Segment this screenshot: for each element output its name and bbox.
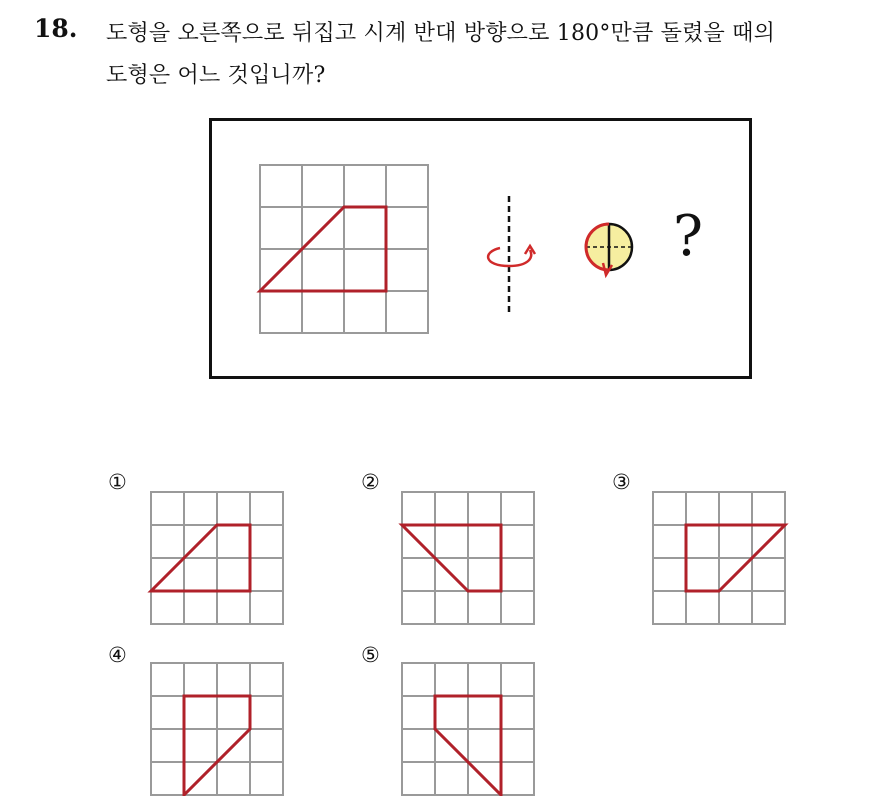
question-number: 18. (34, 14, 78, 43)
question-text-line-1: 도형을 오른쪽으로 뒤집고 시계 반대 방향으로 180°만큼 돌렸을 때의 (106, 21, 776, 46)
option-1-grid[interactable] (150, 491, 284, 625)
option-label-1: ① (108, 470, 127, 494)
option-2-grid[interactable] (401, 491, 535, 625)
flip-right-icon (482, 194, 542, 318)
rotate-180-counterclockwise-icon (584, 221, 636, 281)
grid-lines (260, 165, 428, 333)
option-label-3: ③ (612, 470, 631, 494)
original-shape-grid (259, 164, 429, 334)
question-text-line-2: 도형은 어느 것입니까? (106, 63, 326, 88)
option-label-5: ⑤ (361, 643, 380, 667)
option-4-grid[interactable] (150, 662, 284, 796)
option-label-4: ④ (108, 643, 127, 667)
option-5-grid[interactable] (401, 662, 535, 796)
option-label-2: ② (361, 470, 380, 494)
option-3-grid[interactable] (652, 491, 786, 625)
question-mark: ? (673, 204, 704, 269)
